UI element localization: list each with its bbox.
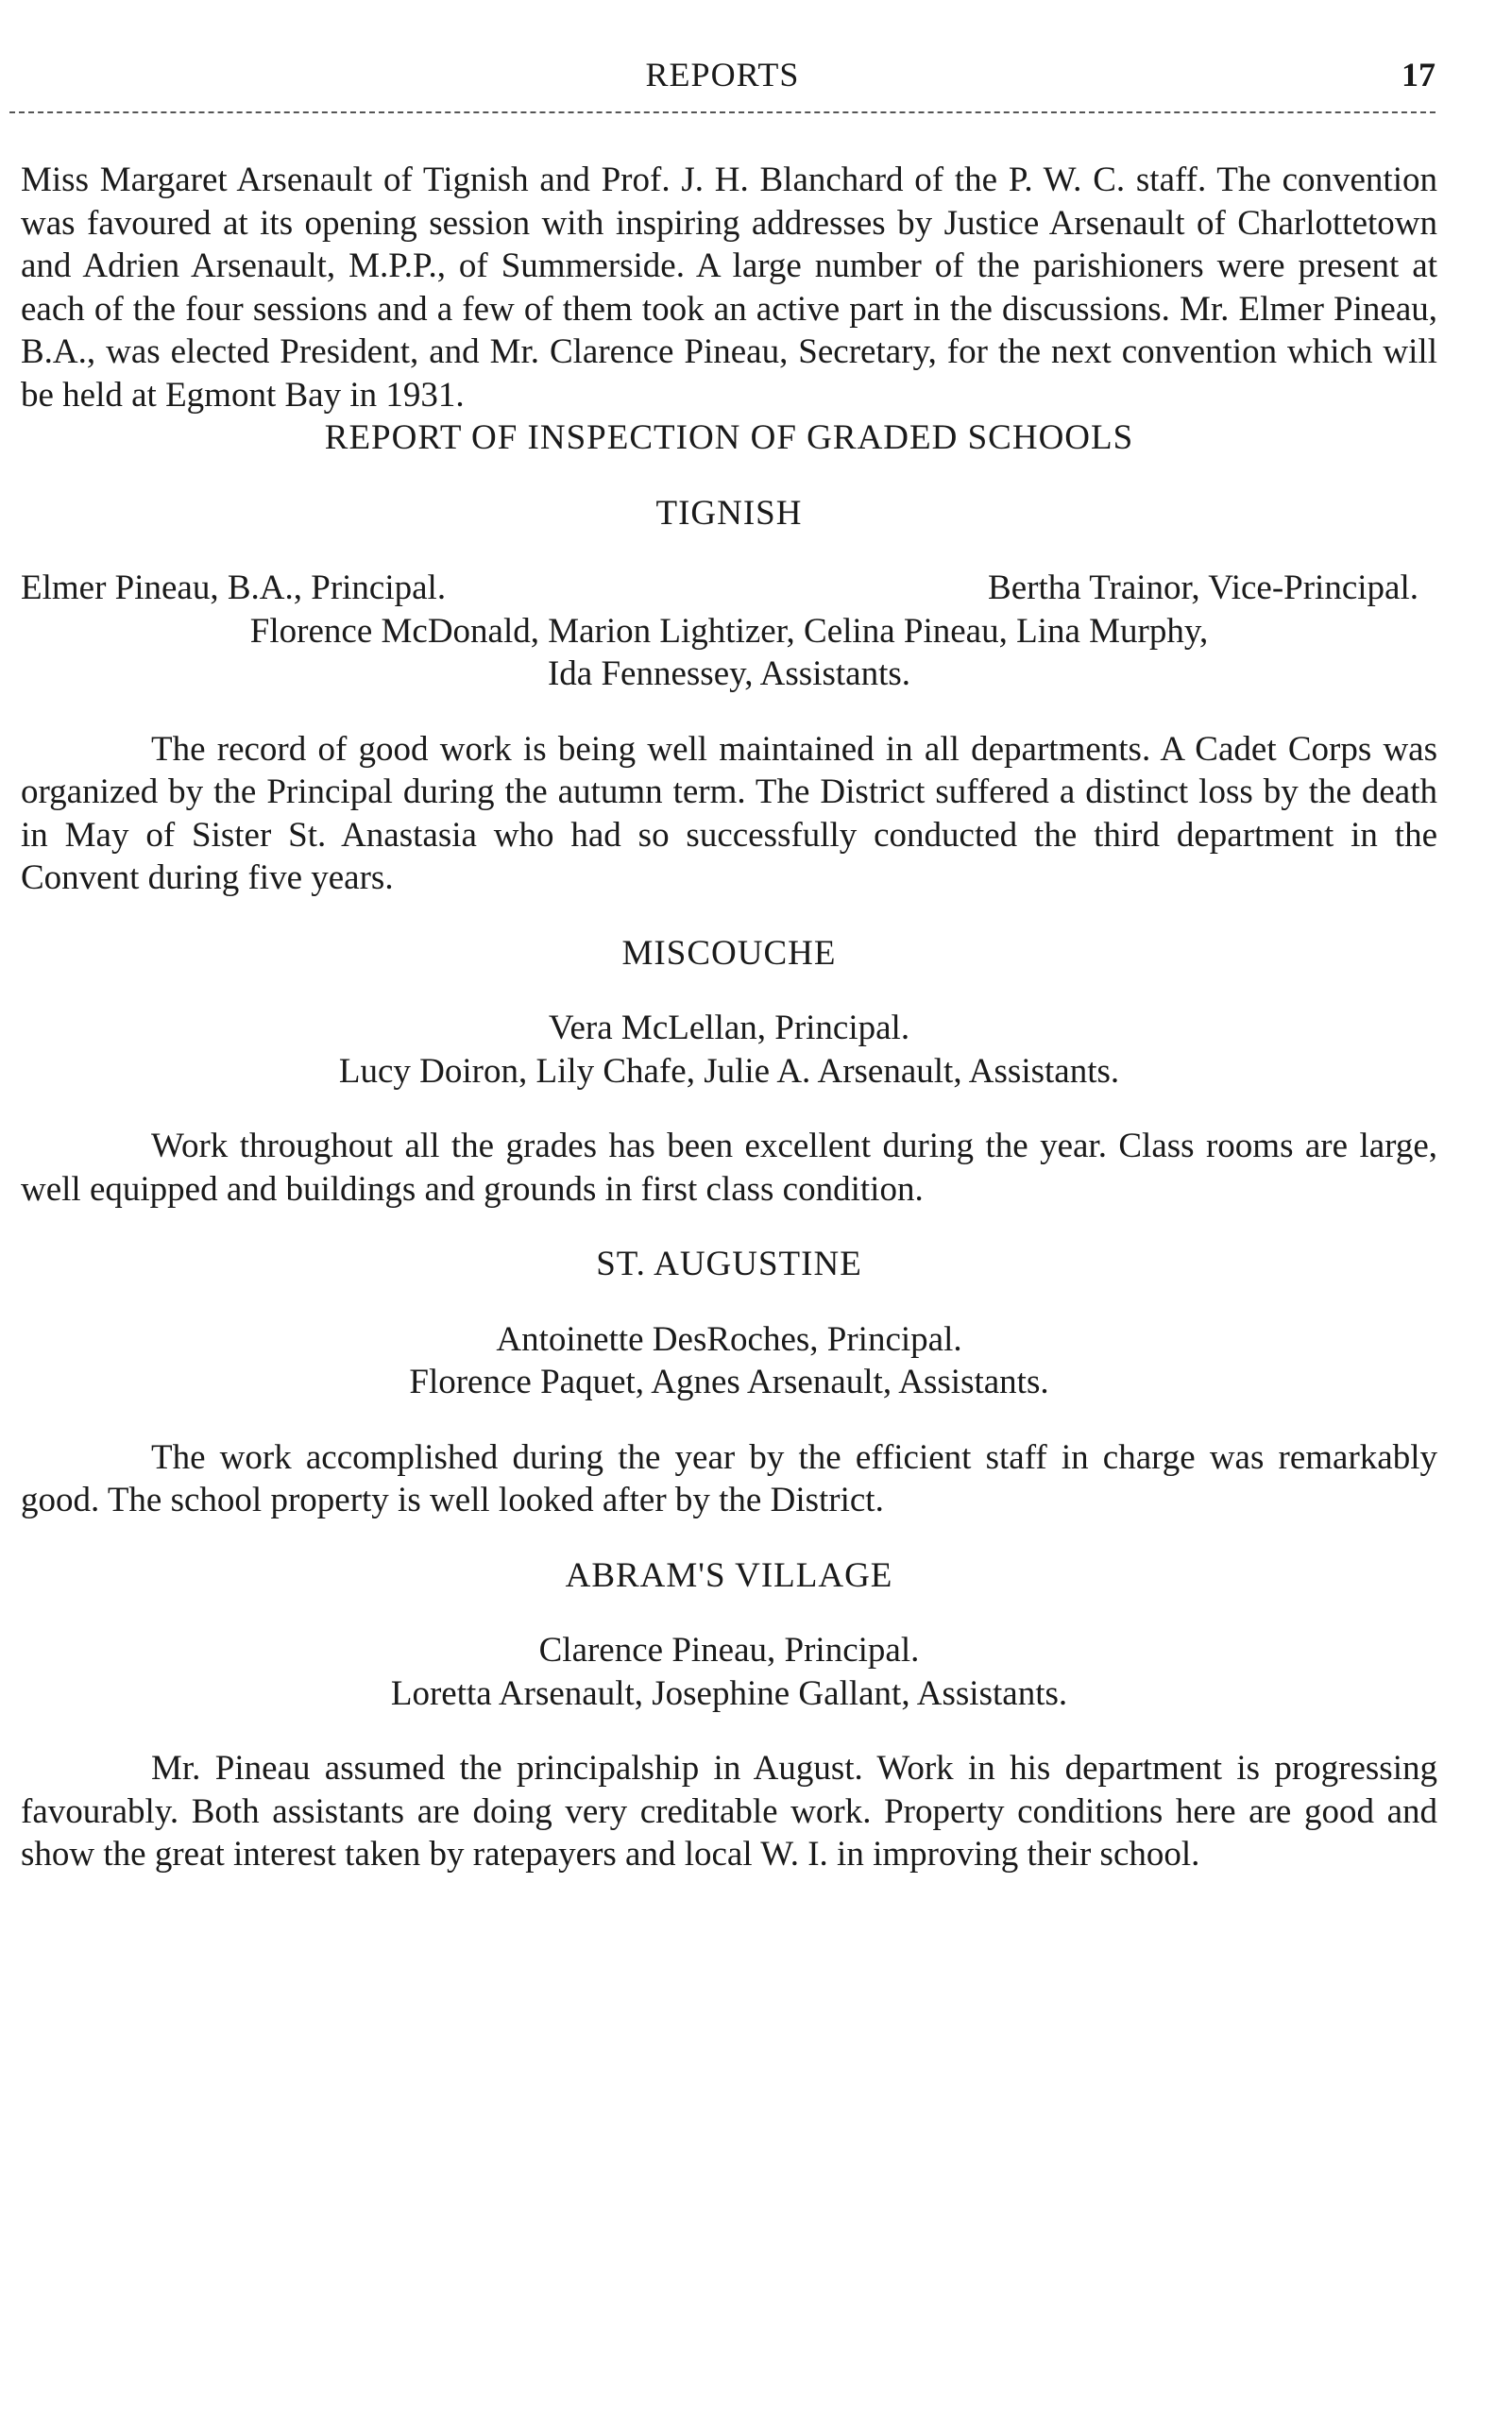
section-heading-miscouche: MISCOUCHE	[621, 933, 837, 973]
page-body	[21, 159, 1437, 1876]
tignish-assistants-line1: Florence McDonald, Marion Lightizer, Celina Pineau, Lina Murphy,	[249, 611, 1209, 651]
st-augustine-principal: Antoinette DesRoches, Principal.	[496, 1319, 962, 1359]
abrams-village-assistants: Loretta Arsenault, Josephine Gallant, Assistants.	[390, 1673, 1068, 1713]
tignish-principals	[21, 567, 1437, 610]
section-heading-abrams-village: ABRAM'S VILLAGE	[565, 1555, 893, 1595]
abrams-village-paragraph: Mr. Pineau assumed the principalship in August. Work in his department is progressing favourably. Both assistants are doing very creditable work. Property conditions here are good and show the great interest taken by ratepayers and local W. I. in improving their school.	[21, 1749, 1437, 1874]
tignish-assistants-line2: Ida Fennessey, Assistants.	[547, 654, 911, 693]
tignish-vice-principal: Bertha Trainor, Vice-Principal.	[988, 568, 1419, 607]
running-header	[9, 55, 1436, 113]
report-heading: REPORT OF INSPECTION OF GRADED SCHOOLS	[324, 418, 1134, 457]
miscouche-paragraph: Work throughout all the grades has been excellent during the year. Class rooms are large, well equipped and buildings and grounds in first class condition.	[21, 1127, 1437, 1209]
section-heading-tignish: TIGNISH	[655, 493, 803, 533]
intro-paragraph: Miss Margaret Arsenault of Tignish and Prof. J. H. Blanchard of the P. W. C. staff. The convention was favoured at its opening session with inspiring addresses by Justice Arsenault of Charlottetown and Adrien Arsenault, M.P.P., of Summerside. A large number of the parishioners were present at each of the four sessions and a few of them took an active part in the discussions. Mr. Elmer Pineau, B.A., was elected President, and Mr. Clarence Pineau, Secretary, for the next convention which will be held at Egmont Bay in 1931.	[21, 161, 1437, 415]
tignish-paragraph: The record of good work is being well maintained in all departments. A Cadet Corps was organized by the Principal during the autumn term. The District suffered a distinct loss by the death in May of Sister St. Anastasia who had so successfully conducted the third department in the Convent during five years.	[21, 729, 1437, 897]
miscouche-principal: Vera McLellan, Principal.	[548, 1009, 910, 1047]
abrams-village-principal: Clarence Pineau, Principal.	[538, 1631, 920, 1670]
miscouche-assistants: Lucy Doiron, Lily Chafe, Julie A. Arsenault, Assistants.	[338, 1051, 1120, 1091]
st-augustine-paragraph: The work accomplished during the year by the efficient staff in charge was remarkably good. The school property is well looked after by the District.	[21, 1437, 1437, 1519]
running-title: REPORTS	[645, 56, 800, 93]
section-heading-st-augustine: ST. AUGUSTINE	[596, 1245, 862, 1283]
tignish-principal: Elmer Pineau, B.A., Principal.	[21, 568, 447, 607]
page-number: 17	[1402, 56, 1436, 93]
st-augustine-assistants: Florence Paquet, Agnes Arsenault, Assistants.	[409, 1363, 1049, 1401]
